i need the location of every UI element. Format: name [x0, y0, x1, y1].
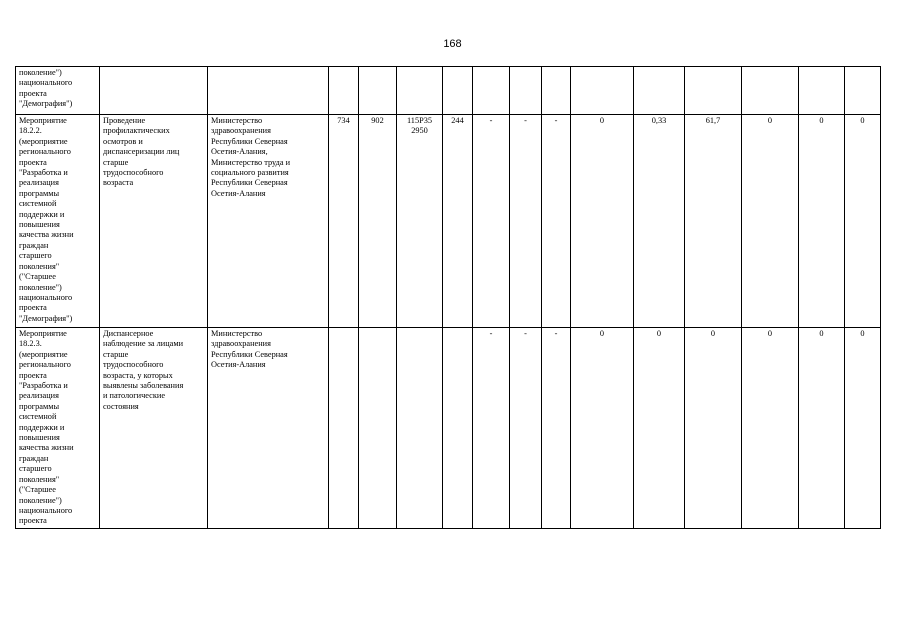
value-cell: 0	[571, 115, 634, 328]
value-cell: 0	[571, 328, 634, 529]
value-cell: -	[510, 328, 542, 529]
description-cell: Проведение профилактических осмотров и диспансеризации лиц старше трудоспособного возраста	[100, 115, 208, 328]
csr-cell: 115P35 2950	[397, 115, 443, 328]
rzpr-cell: 902	[359, 115, 397, 328]
value-cell: 61,7	[685, 115, 742, 328]
event-cell: Мероприятие 18.2.3. (мероприятие регионального проекта "Разработка и реализация программы системной поддержки и повышения качества жизни граждан старшего поколения" ("Старшее поколение") национального проекта	[16, 328, 100, 529]
grbs-cell: 734	[329, 115, 359, 328]
table-row	[16, 115, 881, 328]
value-cell	[571, 67, 634, 115]
value-cell: 0	[742, 328, 799, 529]
value-cell: 0	[742, 115, 799, 328]
value-cell	[510, 67, 542, 115]
csr-cell	[397, 328, 443, 529]
value-cell	[685, 67, 742, 115]
vr-cell	[443, 328, 473, 529]
vr-cell	[443, 67, 473, 115]
description-cell: Диспансерное наблюдение за лицами старше трудоспособного возраста, у которых выявлены заболевания и патологические состояния	[100, 328, 208, 529]
csr-cell	[397, 67, 443, 115]
value-cell: 0	[845, 328, 881, 529]
value-cell: 0	[685, 328, 742, 529]
value-cell: 0,33	[634, 115, 685, 328]
description-cell	[100, 67, 208, 115]
program-events-table	[15, 66, 881, 529]
rzpr-cell	[359, 328, 397, 529]
executor-cell	[208, 67, 329, 115]
page-number: 168	[443, 38, 462, 50]
table-row	[16, 328, 881, 529]
value-cell: -	[473, 328, 510, 529]
value-cell	[634, 67, 685, 115]
value-cell	[542, 67, 571, 115]
grbs-cell	[329, 328, 359, 529]
value-cell: -	[473, 115, 510, 328]
value-cell: -	[542, 115, 571, 328]
value-cell	[742, 67, 799, 115]
vr-cell: 244	[443, 115, 473, 328]
executor-cell: Министерство здравоохранения Республики Северная Осетия-Алания	[208, 328, 329, 529]
value-cell	[799, 67, 845, 115]
rzpr-cell	[359, 67, 397, 115]
event-cell: поколение") национального проекта "Демография")	[16, 67, 100, 115]
value-cell: -	[542, 328, 571, 529]
value-cell: 0	[845, 115, 881, 328]
value-cell: -	[510, 115, 542, 328]
value-cell: 0	[799, 328, 845, 529]
value-cell: 0	[634, 328, 685, 529]
grbs-cell	[329, 67, 359, 115]
value-cell	[473, 67, 510, 115]
value-cell	[845, 67, 881, 115]
table-row	[16, 67, 881, 115]
executor-cell: Министерство здравоохранения Республики Северная Осетия-Алания, Министерство труда и социального развития Республики Северная Осетия-Алания	[208, 115, 329, 328]
value-cell: 0	[799, 115, 845, 328]
event-cell: Мероприятие 18.2.2. (мероприятие регионального проекта "Разработка и реализация программы системной поддержки и повышения качества жизни граждан старшего поколения" ("Старшее поколение") национального проекта "Демография")	[16, 115, 100, 328]
